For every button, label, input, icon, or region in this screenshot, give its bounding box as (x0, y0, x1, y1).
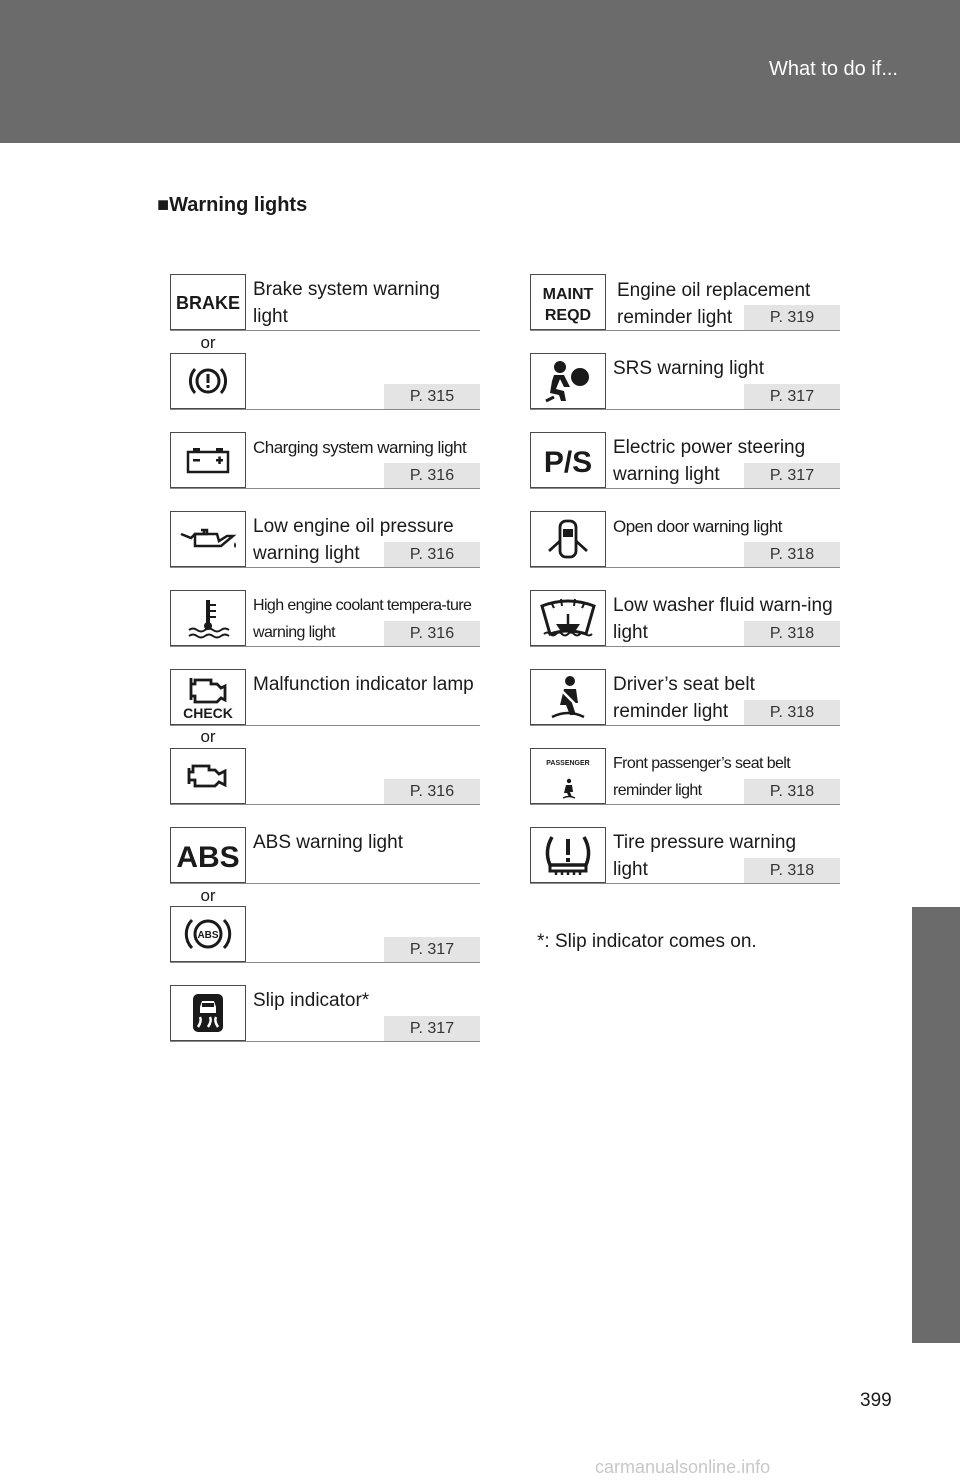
row-coolant-temp (170, 590, 480, 647)
row-tire-pressure (530, 827, 840, 884)
power-steering-icon (530, 432, 606, 488)
page-ref-driver-seatbelt: P. 318 (744, 700, 840, 725)
row-oil-pressure (170, 511, 480, 568)
brake-circle-icon (170, 353, 246, 409)
page-number: 399 (860, 1390, 892, 1411)
watermark: carmanualsonline.info (595, 1457, 771, 1477)
row-abs-alt (170, 906, 480, 963)
row-brake-system-alt (170, 353, 480, 410)
label-tire-pressure: Tire pressure warning light (613, 832, 797, 880)
label-oil-pressure: Low engine oil pressure warning light (253, 516, 454, 564)
engine-icon (170, 748, 246, 804)
abs-circle-icon (170, 906, 246, 962)
page-ref-open-door: P. 318 (744, 542, 840, 567)
row-washer-fluid (530, 590, 840, 647)
washer-fluid-icon (530, 590, 606, 646)
abs-text-icon (170, 827, 246, 883)
label-brake-system: Brake system warning light (253, 279, 440, 327)
svg-text:MAINT: MAINT (542, 286, 594, 303)
or-label: or (200, 886, 216, 905)
page-ref-washer: P. 318 (744, 621, 840, 646)
page-ref-slip: P. 317 (384, 1016, 480, 1041)
row-passenger-seatbelt (530, 748, 840, 805)
open-door-icon (530, 511, 606, 567)
header-title: What to do if... (769, 58, 898, 80)
page-ref-power-steering: P. 317 (744, 463, 840, 488)
page-ref-maint: P. 319 (744, 305, 840, 330)
row-slip-indicator (170, 985, 480, 1042)
footnote: *: Slip indicator comes on. (537, 931, 757, 952)
row-open-door (530, 511, 840, 568)
srs-airbag-icon (530, 353, 606, 409)
row-malfunction-indicator (170, 669, 480, 726)
svg-text:CHECK: CHECK (183, 705, 233, 721)
page-ref-malfunction: P. 316 (384, 779, 480, 804)
label-malfunction-indicator: Malfunction indicator lamp (253, 674, 474, 695)
coolant-temp-icon (170, 590, 246, 646)
slip-indicator-icon (170, 985, 246, 1041)
label-passenger-seatbelt: Front passenger’s seat belt reminder light (613, 755, 791, 799)
or-label: or (200, 727, 216, 746)
label-maint-reqd: Engine oil replacement reminder light (617, 280, 811, 328)
row-abs (170, 827, 480, 884)
label-srs: SRS warning light (613, 358, 765, 379)
svg-text:ABS: ABS (176, 841, 240, 874)
row-charging-system (170, 432, 480, 489)
row-maint-reqd (530, 274, 840, 331)
svg-text:PASSENGER: PASSENGER (546, 760, 590, 767)
label-coolant-temp: High engine coolant tempera-ture warning light (253, 597, 472, 641)
seatbelt-icon (530, 669, 606, 725)
svg-text:REQD: REQD (544, 307, 592, 324)
row-brake-system (170, 274, 480, 331)
label-power-steering: Electric power steering warning light (613, 437, 806, 485)
page-ref-oil-pressure: P. 316 (384, 542, 480, 567)
row-power-steering (530, 432, 840, 489)
page-ref-passenger-seatbelt: P. 318 (744, 779, 840, 804)
passenger-seatbelt-icon (530, 748, 606, 804)
check-engine-icon (170, 669, 246, 725)
or-label: or (200, 333, 216, 352)
page-ref-coolant: P. 316 (384, 621, 480, 646)
page-ref-srs: P. 317 (744, 384, 840, 409)
label-abs: ABS warning light (253, 832, 403, 853)
chapter-tab (912, 907, 960, 1343)
battery-icon (170, 432, 246, 488)
label-slip-indicator: Slip indicator* (253, 990, 370, 1011)
label-charging-system: Charging system warning light (253, 438, 467, 457)
label-driver-seatbelt: Driver’s seat belt reminder light (613, 674, 755, 722)
svg-text:BRAKE: BRAKE (175, 293, 241, 313)
svg-text:P/S: P/S (543, 446, 593, 479)
oil-can-icon (170, 511, 246, 567)
section-heading: ■Warning lights (157, 194, 308, 216)
svg-text:ABS: ABS (197, 930, 219, 941)
row-srs (530, 353, 840, 410)
maint-reqd-icon (530, 274, 606, 330)
tire-pressure-icon (530, 827, 606, 883)
brake-icon (170, 274, 246, 330)
page-ref-tire-pressure: P. 318 (744, 858, 840, 883)
label-open-door: Open door warning light (613, 517, 783, 536)
page-ref-brake: P. 315 (384, 384, 480, 409)
page-ref-abs: P. 317 (384, 937, 480, 962)
row-malfunction-alt (170, 748, 480, 805)
row-driver-seatbelt (530, 669, 840, 726)
label-washer-fluid: Low washer fluid warn-ing light (613, 595, 833, 643)
page-ref-charging: P. 316 (384, 463, 480, 488)
page-header (0, 0, 960, 143)
